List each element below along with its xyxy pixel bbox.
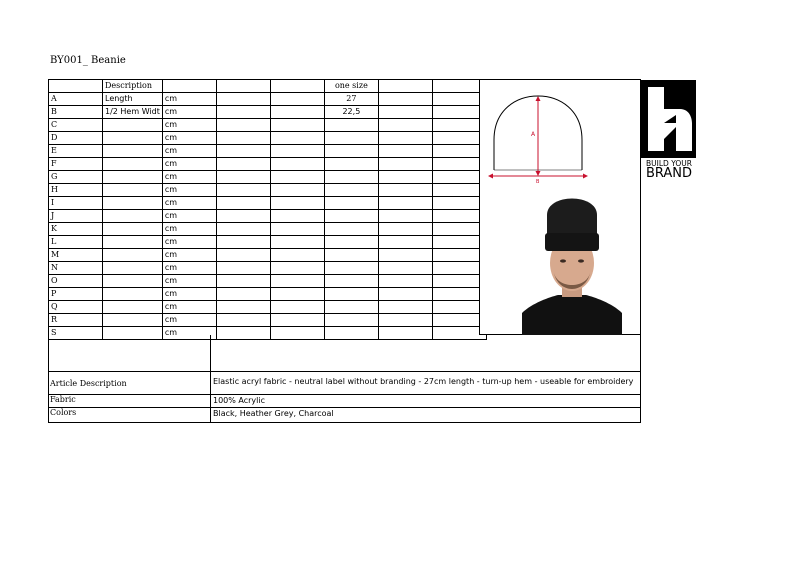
- row-description: [103, 145, 163, 158]
- table-row: [49, 262, 487, 275]
- colors-row: [49, 407, 640, 422]
- row-value: [324, 223, 378, 236]
- page-title: BY001_ Beanie: [50, 55, 126, 66]
- table-row: [49, 301, 487, 314]
- row-description: [103, 171, 163, 184]
- row-unit: cm: [162, 301, 216, 314]
- brand-logo-line1: BUILD YOUR: [646, 159, 692, 168]
- table-row: [49, 119, 487, 132]
- row-letter: S: [49, 327, 103, 340]
- empty-cell: [270, 223, 324, 236]
- empty-cell: [378, 158, 432, 171]
- table-row: [49, 93, 487, 106]
- table-row: [49, 314, 487, 327]
- empty-cell: [270, 314, 324, 327]
- colors-value: Black, Heather Grey, Charcoal: [213, 409, 334, 418]
- beanie-cuff: [545, 233, 599, 251]
- row-value: 27: [324, 93, 378, 106]
- row-description: [103, 197, 163, 210]
- details-section: [48, 335, 641, 423]
- row-letter: D: [49, 132, 103, 145]
- header-size: one size: [324, 80, 378, 93]
- header-cell: [216, 80, 270, 93]
- colors-label: Colors: [50, 408, 77, 417]
- fabric-value: 100% Acrylic: [213, 396, 266, 405]
- table-row: [49, 223, 487, 236]
- empty-cell: [378, 236, 432, 249]
- row-letter: M: [49, 249, 103, 262]
- row-description: [103, 249, 163, 262]
- row-unit: cm: [162, 171, 216, 184]
- row-unit: cm: [162, 119, 216, 132]
- empty-cell: [216, 197, 270, 210]
- row-description: [103, 210, 163, 223]
- beanie-measurement-diagram: [486, 90, 590, 184]
- empty-cell: [216, 132, 270, 145]
- empty-cell: [216, 158, 270, 171]
- row-letter: Q: [49, 301, 103, 314]
- empty-cell: [270, 210, 324, 223]
- row-value: 22,5: [324, 106, 378, 119]
- row-unit: cm: [162, 288, 216, 301]
- article-description-label: Article Description: [50, 379, 127, 388]
- empty-cell: [378, 119, 432, 132]
- row-letter: B: [49, 106, 103, 119]
- table-row: [49, 145, 487, 158]
- empty-cell: [270, 158, 324, 171]
- row-value: [324, 262, 378, 275]
- empty-cell: [270, 197, 324, 210]
- row-value: [324, 184, 378, 197]
- empty-cell: [216, 249, 270, 262]
- brand-logo-line2: BRAND: [645, 166, 693, 181]
- table-row: [49, 106, 487, 119]
- row-value: [324, 210, 378, 223]
- empty-cell: [216, 288, 270, 301]
- row-description: [103, 184, 163, 197]
- row-value: [324, 275, 378, 288]
- row-letter: G: [49, 171, 103, 184]
- article-description-value: Elastic acryl fabric - neutral label without branding - 27cm length - turn-up hem - useable for embroidery: [213, 377, 634, 386]
- empty-cell: [216, 262, 270, 275]
- empty-cell: [270, 275, 324, 288]
- row-value: [324, 288, 378, 301]
- row-value: [324, 197, 378, 210]
- arrow-right-icon: [583, 174, 588, 179]
- row-letter: E: [49, 145, 103, 158]
- row-letter: F: [49, 158, 103, 171]
- row-value: [324, 171, 378, 184]
- article-description-row: [49, 371, 640, 395]
- table-row: [49, 158, 487, 171]
- brand-logo-mark: [640, 79, 697, 159]
- row-unit: cm: [162, 262, 216, 275]
- header-cell: [378, 80, 432, 93]
- row-unit: cm: [162, 145, 216, 158]
- row-letter: C: [49, 119, 103, 132]
- row-letter: O: [49, 275, 103, 288]
- table-row: [49, 236, 487, 249]
- empty-cell: [270, 184, 324, 197]
- row-description: [103, 132, 163, 145]
- row-description: Length: [103, 93, 163, 106]
- empty-cell: [270, 145, 324, 158]
- row-unit: cm: [162, 184, 216, 197]
- empty-cell: [216, 301, 270, 314]
- table-row: [49, 171, 487, 184]
- row-letter: P: [49, 288, 103, 301]
- row-unit: cm: [162, 275, 216, 288]
- row-unit: cm: [162, 210, 216, 223]
- row-description: [103, 119, 163, 132]
- empty-cell: [216, 223, 270, 236]
- empty-cell: [378, 301, 432, 314]
- empty-cell: [216, 119, 270, 132]
- measure-b-label: B: [536, 179, 540, 184]
- empty-cell: [378, 132, 432, 145]
- table-row: [49, 249, 487, 262]
- row-value: [324, 301, 378, 314]
- row-description: [103, 301, 163, 314]
- row-unit: cm: [162, 93, 216, 106]
- empty-cell: [378, 288, 432, 301]
- row-unit: cm: [162, 132, 216, 145]
- empty-cell: [216, 210, 270, 223]
- empty-cell: [270, 119, 324, 132]
- row-unit: cm: [162, 197, 216, 210]
- arrow-down-icon: [536, 171, 541, 176]
- row-value: [324, 158, 378, 171]
- empty-cell: [216, 145, 270, 158]
- row-description: [103, 288, 163, 301]
- empty-cell: [216, 314, 270, 327]
- empty-cell: [378, 249, 432, 262]
- empty-cell: [378, 171, 432, 184]
- table-row: [49, 184, 487, 197]
- empty-cell: [378, 145, 432, 158]
- empty-cell: [270, 249, 324, 262]
- row-letter: H: [49, 184, 103, 197]
- empty-cell: [378, 275, 432, 288]
- table-row: [49, 275, 487, 288]
- row-description: [103, 275, 163, 288]
- row-value: [324, 145, 378, 158]
- header-cell: [270, 80, 324, 93]
- row-unit: cm: [162, 158, 216, 171]
- row-description: [103, 223, 163, 236]
- row-value: [324, 314, 378, 327]
- empty-cell: [216, 171, 270, 184]
- empty-cell: [270, 236, 324, 249]
- empty-cell: [216, 275, 270, 288]
- row-letter: J: [49, 210, 103, 223]
- row-letter: A: [49, 93, 103, 106]
- header-description: Description: [103, 80, 163, 93]
- row-description: [103, 236, 163, 249]
- empty-cell: [378, 210, 432, 223]
- row-value: [324, 132, 378, 145]
- empty-cell: [378, 223, 432, 236]
- fabric-label: Fabric: [50, 395, 76, 404]
- table-row: [49, 197, 487, 210]
- model-photo: [522, 185, 622, 335]
- empty-cell: [378, 197, 432, 210]
- empty-cell: [378, 184, 432, 197]
- row-unit: cm: [162, 314, 216, 327]
- row-value: [324, 249, 378, 262]
- empty-cell: [378, 106, 432, 119]
- header-cell: [162, 80, 216, 93]
- header-cell: [49, 80, 103, 93]
- row-unit: cm: [162, 223, 216, 236]
- fabric-row: [49, 394, 640, 408]
- row-description: 1/2 Hem Widt: [103, 106, 163, 119]
- row-letter: L: [49, 236, 103, 249]
- empty-cell: [216, 93, 270, 106]
- measure-a-label: A: [531, 131, 536, 138]
- row-letter: I: [49, 197, 103, 210]
- row-unit: cm: [162, 327, 216, 340]
- row-description: [103, 262, 163, 275]
- row-unit: cm: [162, 106, 216, 119]
- row-value: [324, 236, 378, 249]
- empty-cell: [270, 93, 324, 106]
- brand-logo: [640, 79, 697, 182]
- table-row: [49, 210, 487, 223]
- empty-cell: [378, 93, 432, 106]
- arrow-up-icon: [536, 96, 541, 101]
- empty-cell: [270, 106, 324, 119]
- empty-cell: [270, 171, 324, 184]
- table-row: [49, 288, 487, 301]
- empty-cell: [378, 262, 432, 275]
- empty-cell: [216, 106, 270, 119]
- empty-cell: [270, 262, 324, 275]
- empty-cell: [216, 184, 270, 197]
- empty-cell: [270, 132, 324, 145]
- table-row: [49, 132, 487, 145]
- row-letter: K: [49, 223, 103, 236]
- empty-cell: [378, 314, 432, 327]
- empty-cell: [216, 236, 270, 249]
- row-unit: cm: [162, 236, 216, 249]
- empty-cell: [270, 301, 324, 314]
- table-header-row: [49, 80, 487, 93]
- size-table: [48, 79, 487, 340]
- arrow-left-icon: [488, 174, 493, 179]
- spec-sheet: [48, 79, 641, 423]
- row-letter: N: [49, 262, 103, 275]
- row-description: [103, 158, 163, 171]
- row-unit: cm: [162, 249, 216, 262]
- empty-cell: [270, 288, 324, 301]
- row-description: [103, 314, 163, 327]
- row-letter: R: [49, 314, 103, 327]
- product-image-panel: [479, 79, 641, 335]
- row-value: [324, 119, 378, 132]
